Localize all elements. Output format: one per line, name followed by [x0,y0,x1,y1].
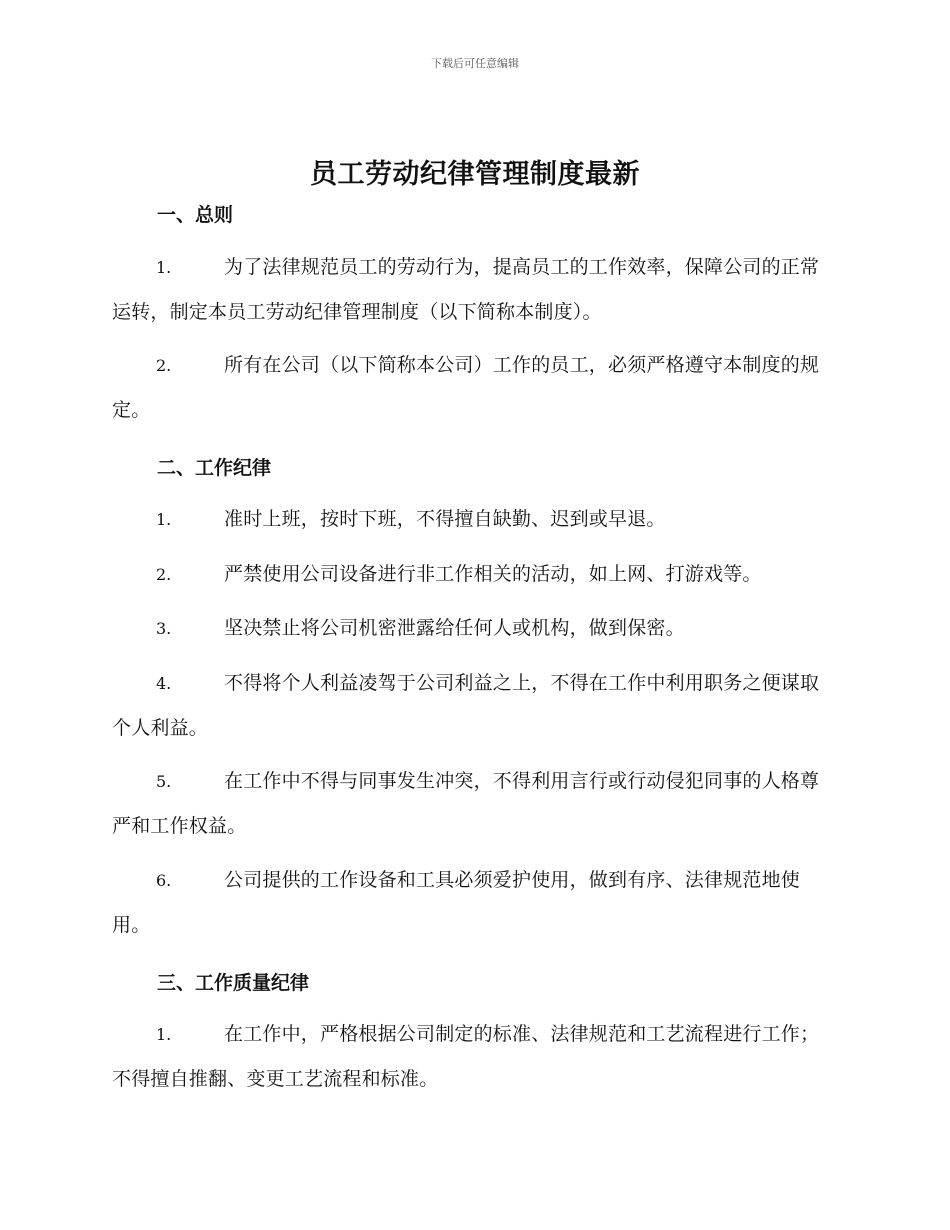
list-item [112,552,834,597]
list-item [112,661,834,750]
item-text: 坚决禁止将公司机密泄露给任何人或机构，做到保密。 [224,617,685,639]
item-text: 在工作中不得与同事发生冲突，不得利用言行或行动侵犯同事的人格尊严和工作权益。 [112,770,820,837]
list-item [112,606,834,651]
section-heading-work-discipline: 二、工作纪律 [157,457,272,479]
item-text: 准时上班，按时下班，不得擅自缺勤、迟到或早退。 [224,508,666,530]
item-number: 1. [156,258,172,277]
item-number: 5. [156,772,172,791]
list-item [112,343,834,432]
item-text: 为了法律规范员工的劳动行为，提高员工的工作效率，保障公司的正常运转，制定本员工劳动纪律管理制度（以下简称本制度）。 [112,256,820,323]
item-text: 严禁使用公司设备进行非工作相关的活动，如上网、打游戏等。 [224,563,762,585]
item-text: 所有在公司（以下简称本公司）工作的员工，必须严格遵守本制度的规定。 [112,354,820,421]
section-heading-quality-discipline: 三、工作质量纪律 [157,972,310,994]
item-number: 2. [156,356,172,375]
list-item [112,1012,834,1101]
item-number: 1. [156,1025,172,1044]
item-number: 4. [156,674,172,693]
list-item [112,759,834,848]
item-number: 3. [156,619,172,638]
item-number: 2. [156,565,172,584]
list-item [112,858,834,947]
list-item [112,245,834,334]
section-heading-general: 一、总则 [157,204,234,226]
item-text: 公司提供的工作设备和工具必须爱护使用，做到有序、法律规范地使用。 [112,869,801,936]
item-number: 1. [156,510,172,529]
item-text: 不得将个人利益凌驾于公司利益之上，不得在工作中利用职务之便谋取个人利益。 [112,672,820,739]
document-title: 员工劳动纪律管理制度最新 [310,159,640,190]
item-text: 在工作中，严格根据公司制定的标准、法律规范和工艺流程进行工作；不得擅自推翻、变更工艺流程和标准。 [112,1023,820,1090]
header-note: 下载后可任意编辑 [431,57,519,70]
item-number: 6. [156,871,172,890]
list-item [112,497,834,542]
